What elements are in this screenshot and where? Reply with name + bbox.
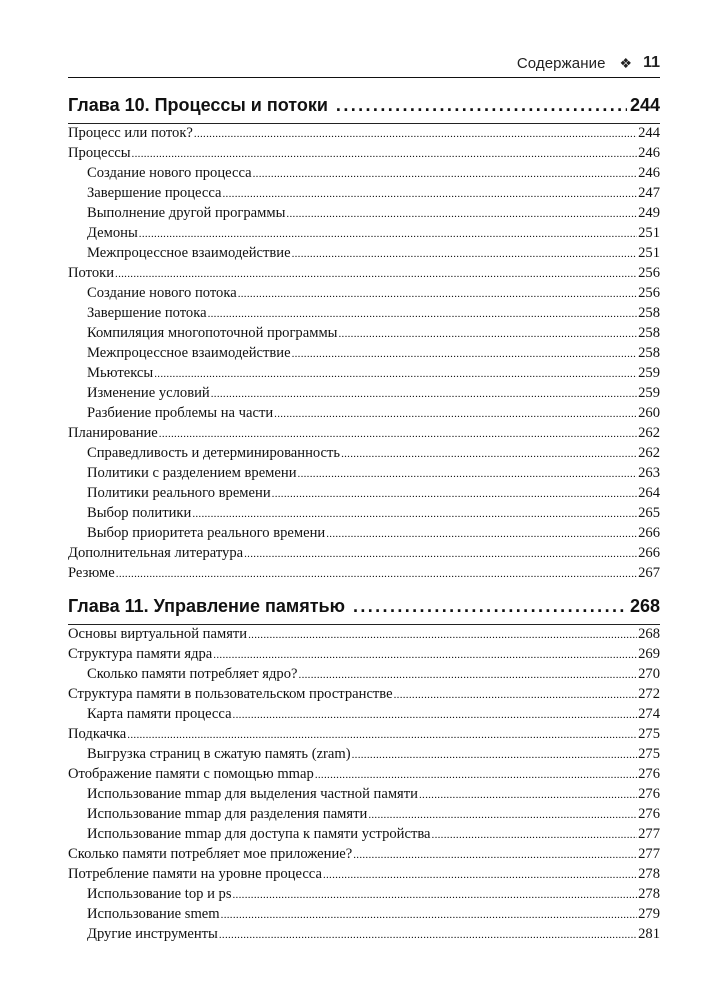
entry-page-number: 265 bbox=[638, 505, 660, 521]
entry-page-number: 272 bbox=[638, 686, 660, 702]
entry-page-number: 262 bbox=[638, 425, 660, 441]
toc-subentry[interactable] bbox=[68, 245, 660, 265]
toc-chapter-10 bbox=[68, 95, 660, 585]
toc-subentry[interactable] bbox=[68, 746, 660, 766]
dot-leader bbox=[192, 508, 637, 520]
entry-title: Подкачка bbox=[68, 726, 127, 742]
dot-leader bbox=[219, 929, 637, 941]
running-head-section: Содержание bbox=[516, 54, 606, 72]
entry-page-number: 267 bbox=[638, 565, 660, 581]
dot-leader bbox=[298, 468, 638, 480]
dot-leader bbox=[253, 168, 638, 180]
dot-leader bbox=[248, 629, 637, 641]
running-head-page-number: 11 bbox=[643, 54, 660, 71]
dot-leader bbox=[208, 308, 638, 320]
dot-leader bbox=[139, 228, 637, 240]
toc-subentry[interactable] bbox=[68, 345, 660, 365]
entry-page-number: 278 bbox=[638, 886, 660, 902]
dot-leader bbox=[341, 448, 637, 460]
entry-title: Сколько памяти потребляет ядро? bbox=[87, 666, 298, 682]
entry-title: Отображение памяти с помощью mmap bbox=[68, 766, 314, 782]
dot-leader bbox=[233, 889, 638, 901]
entry-page-number: 258 bbox=[638, 345, 660, 361]
dot-leader bbox=[292, 348, 638, 360]
chapter-heading[interactable] bbox=[68, 95, 660, 123]
entry-title: Завершение процесса bbox=[87, 185, 222, 201]
dot-leader bbox=[323, 869, 637, 881]
chapter-heading[interactable] bbox=[68, 596, 660, 624]
dot-leader bbox=[213, 649, 637, 661]
entry-title: Изменение условий bbox=[87, 385, 210, 401]
dot-leader bbox=[244, 548, 637, 560]
dot-leader bbox=[274, 408, 637, 420]
toc-entry[interactable] bbox=[68, 265, 660, 285]
toc-subentry[interactable] bbox=[68, 806, 660, 826]
chapter-rule bbox=[68, 624, 660, 625]
dot-leader bbox=[419, 789, 637, 801]
entry-page-number: 259 bbox=[638, 385, 660, 401]
entry-title: Планирование bbox=[68, 425, 158, 441]
toc-subentry[interactable] bbox=[68, 205, 660, 225]
toc-subentry[interactable] bbox=[68, 185, 660, 205]
entry-page-number: 276 bbox=[638, 786, 660, 802]
entry-title: Процесс или поток? bbox=[68, 125, 193, 141]
entry-page-number: 263 bbox=[638, 465, 660, 481]
entry-page-number: 249 bbox=[638, 205, 660, 221]
ornament-icon: ❖ bbox=[619, 54, 633, 71]
entry-title: Карта памяти процесса bbox=[87, 706, 232, 722]
header-rule bbox=[68, 77, 660, 78]
dot-leader bbox=[299, 669, 638, 681]
entry-title: Выбор политики bbox=[87, 505, 192, 521]
entry-page-number: 270 bbox=[638, 666, 660, 682]
dot-leader bbox=[154, 368, 637, 380]
entry-title: Потоки bbox=[68, 265, 115, 281]
toc-subentry[interactable] bbox=[68, 706, 660, 726]
dot-leader bbox=[116, 568, 637, 580]
entry-title: Политики реального времени bbox=[87, 485, 271, 501]
dot-leader bbox=[221, 909, 637, 921]
entry-title: Политики с разделением времени bbox=[87, 465, 297, 481]
chapter-title: Глава 10. Процессы и потоки bbox=[68, 95, 328, 115]
toc-entry[interactable] bbox=[68, 726, 660, 746]
entry-page-number: 266 bbox=[638, 545, 660, 561]
entry-title: Процессы bbox=[68, 145, 131, 161]
dot-leader bbox=[233, 709, 638, 721]
entry-title: Выгрузка страниц в сжатую память (zram) bbox=[87, 746, 351, 762]
toc-subentry[interactable] bbox=[68, 485, 660, 505]
toc-subentry[interactable] bbox=[68, 926, 660, 946]
entry-page-number: 276 bbox=[638, 806, 660, 822]
toc-subentry[interactable] bbox=[68, 786, 660, 806]
toc-entry[interactable] bbox=[68, 646, 660, 666]
toc-subentry[interactable] bbox=[68, 285, 660, 305]
entry-page-number: 268 bbox=[638, 626, 660, 642]
dot-leader bbox=[368, 809, 637, 821]
entry-page-number: 275 bbox=[638, 746, 660, 762]
entry-page-number: 275 bbox=[638, 726, 660, 742]
toc-entry[interactable] bbox=[68, 565, 660, 585]
entry-page-number: 251 bbox=[638, 225, 660, 241]
dot-leader bbox=[432, 829, 638, 841]
entry-title: Выполнение другой программы bbox=[87, 205, 286, 221]
toc-entry[interactable] bbox=[68, 866, 660, 886]
toc-entry[interactable] bbox=[68, 125, 660, 145]
entry-title: Использование mmap для доступа к памяти устройства bbox=[87, 826, 431, 842]
entry-page-number: 266 bbox=[638, 525, 660, 541]
entry-page-number: 256 bbox=[638, 265, 660, 281]
dot-leader bbox=[272, 488, 637, 500]
entry-title: Создание нового процесса bbox=[87, 165, 252, 181]
entry-page-number: 274 bbox=[638, 706, 660, 722]
entry-page-number: 247 bbox=[638, 185, 660, 201]
dot-leader bbox=[211, 388, 637, 400]
toc-subentry[interactable] bbox=[68, 385, 660, 405]
toc-subentry[interactable] bbox=[68, 505, 660, 525]
chapter-title: Глава 11. Управление памятью bbox=[68, 596, 345, 616]
toc-entry[interactable] bbox=[68, 425, 660, 445]
toc-subentry[interactable] bbox=[68, 465, 660, 485]
entry-title: Дополнительная литература bbox=[68, 545, 244, 561]
toc-subentry[interactable] bbox=[68, 525, 660, 545]
entry-title: Выбор приоритета реального времени bbox=[87, 525, 326, 541]
toc-subentry[interactable] bbox=[68, 666, 660, 686]
entry-page-number: 246 bbox=[638, 145, 660, 161]
entry-title: Использование smem bbox=[87, 906, 220, 922]
dot-leader bbox=[292, 248, 638, 260]
entry-title: Завершение потока bbox=[87, 305, 207, 321]
toc-subentry[interactable] bbox=[68, 325, 660, 345]
entry-title: Справедливость и детерминированность bbox=[87, 445, 341, 461]
entry-page-number: 258 bbox=[638, 325, 660, 341]
dot-leader bbox=[115, 268, 637, 280]
entry-page-number: 281 bbox=[638, 926, 660, 942]
toc-subentry[interactable] bbox=[68, 906, 660, 926]
toc-entry[interactable] bbox=[68, 766, 660, 786]
entry-page-number: 276 bbox=[638, 766, 660, 782]
toc-subentry[interactable] bbox=[68, 365, 660, 385]
dot-leader bbox=[352, 749, 638, 761]
toc-subentry[interactable] bbox=[68, 405, 660, 425]
toc-subentry[interactable] bbox=[68, 826, 660, 846]
dot-leader bbox=[238, 288, 637, 300]
entry-page-number: 260 bbox=[638, 405, 660, 421]
entry-page-number: 269 bbox=[638, 646, 660, 662]
dot-leader bbox=[394, 689, 638, 701]
entry-title: Использование mmap для разделения памяти bbox=[87, 806, 368, 822]
entry-page-number: 246 bbox=[638, 165, 660, 181]
entry-title: Потребление памяти на уровне процесса bbox=[68, 866, 322, 882]
entry-page-number: 278 bbox=[638, 866, 660, 882]
toc-entry[interactable] bbox=[68, 686, 660, 706]
toc-entry[interactable] bbox=[68, 846, 660, 866]
dot-leader bbox=[127, 729, 637, 741]
entry-title: Компиляция многопоточной программы bbox=[87, 325, 338, 341]
dot-leader bbox=[315, 769, 637, 781]
dot-leader bbox=[353, 596, 627, 617]
toc-entry[interactable] bbox=[68, 545, 660, 565]
entry-title: Структура памяти ядра bbox=[68, 646, 213, 662]
entry-page-number: 244 bbox=[638, 125, 660, 141]
toc-entry[interactable] bbox=[68, 626, 660, 646]
toc-chapter-11 bbox=[68, 596, 660, 946]
entry-page-number: 264 bbox=[638, 485, 660, 501]
entry-title: Структура памяти в пользовательском пространстве bbox=[68, 686, 393, 702]
entry-page-number: 277 bbox=[638, 846, 660, 862]
toc-subentry[interactable] bbox=[68, 225, 660, 245]
entry-title: Создание нового потока bbox=[87, 285, 237, 301]
running-head bbox=[517, 54, 660, 72]
entry-title: Основы виртуальной памяти bbox=[68, 626, 248, 642]
entry-title: Использование mmap для выделения частной памяти bbox=[87, 786, 418, 802]
entry-title: Сколько памяти потребляет мое приложение? bbox=[68, 846, 353, 862]
entry-page-number: 251 bbox=[638, 245, 660, 261]
entry-title: Межпроцессное взаимодействие bbox=[87, 345, 291, 361]
entry-title: Мьютексы bbox=[87, 365, 154, 381]
chapter-page-number: 268 bbox=[629, 596, 660, 616]
entry-page-number: 256 bbox=[638, 285, 660, 301]
entry-page-number: 259 bbox=[638, 365, 660, 381]
dot-leader bbox=[353, 849, 637, 861]
entry-title: Разбиение проблемы на части bbox=[87, 405, 274, 421]
entry-page-number: 258 bbox=[638, 305, 660, 321]
toc-subentry[interactable] bbox=[68, 305, 660, 325]
chapter-page-number: 244 bbox=[629, 95, 660, 115]
chapter-rule bbox=[68, 123, 660, 124]
entry-page-number: 277 bbox=[638, 826, 660, 842]
entry-title: Другие инструменты bbox=[87, 926, 218, 942]
entry-title: Резюме bbox=[68, 565, 115, 581]
dot-leader bbox=[132, 148, 638, 160]
dot-leader bbox=[159, 428, 637, 440]
entry-page-number: 279 bbox=[638, 906, 660, 922]
toc-subentry[interactable] bbox=[68, 445, 660, 465]
entry-title: Использование top и ps bbox=[87, 886, 232, 902]
toc-entry[interactable] bbox=[68, 145, 660, 165]
toc-subentry[interactable] bbox=[68, 165, 660, 185]
entry-page-number: 262 bbox=[638, 445, 660, 461]
dot-leader bbox=[338, 328, 637, 340]
dot-leader bbox=[286, 208, 637, 220]
toc-subentry[interactable] bbox=[68, 886, 660, 906]
dot-leader bbox=[336, 95, 627, 116]
dot-leader bbox=[194, 128, 637, 140]
dot-leader bbox=[223, 188, 638, 200]
entry-title: Демоны bbox=[87, 225, 138, 241]
entry-title: Межпроцессное взаимодействие bbox=[87, 245, 291, 261]
dot-leader bbox=[326, 528, 637, 540]
